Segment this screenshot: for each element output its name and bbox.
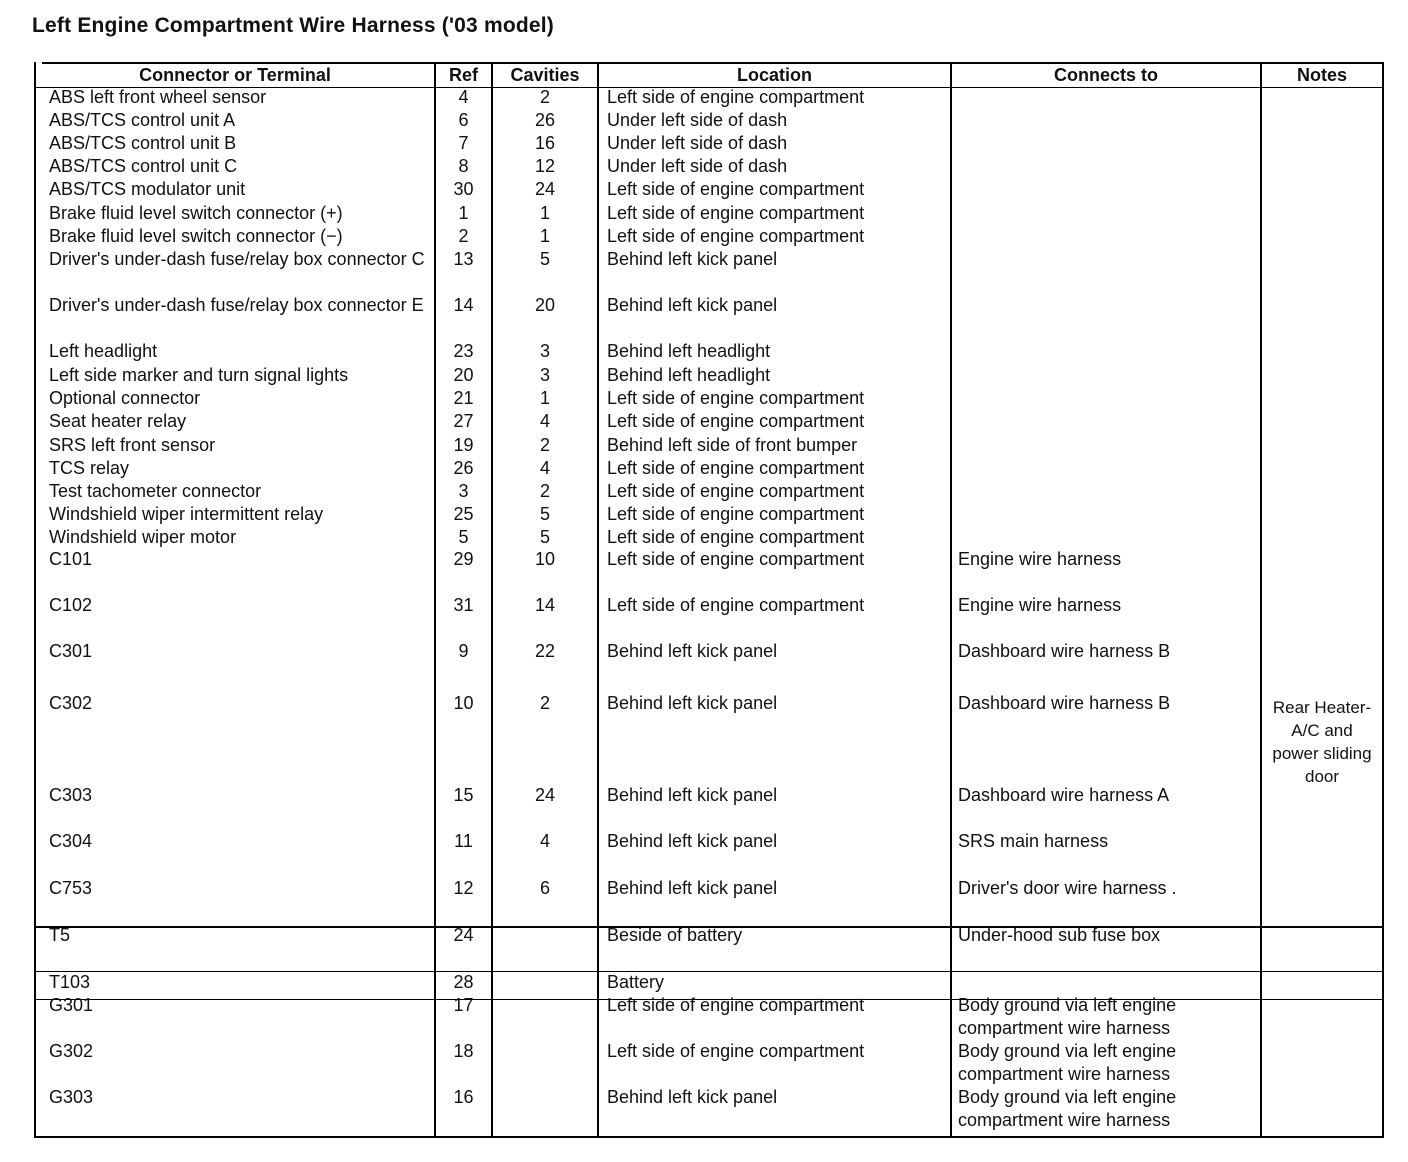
ref-value: 23 — [453, 341, 474, 361]
cavities-value: 4 — [539, 411, 550, 431]
col-divider-connects — [950, 62, 952, 1138]
connector-table — [34, 62, 1384, 1138]
connector-name: T103 — [49, 972, 91, 992]
connector-name: C304 — [49, 831, 93, 851]
cavities-value: 12 — [534, 156, 556, 176]
location-value: Behind left side of front bumper — [607, 435, 858, 455]
cavities-value: 2 — [539, 87, 550, 107]
connector-name: Windshield wiper motor — [49, 527, 237, 547]
connector-name: ABS/TCS control unit B — [49, 133, 237, 153]
ref-value: 11 — [454, 831, 473, 851]
connects-to-value: Engine wire harness — [958, 595, 1122, 615]
location-value: Left side of engine compartment — [607, 458, 865, 478]
cavities-value: 2 — [539, 435, 550, 455]
cavities-value: 4 — [539, 831, 550, 851]
cavities-value: 14 — [534, 595, 556, 615]
location-value: Behind left headlight — [607, 365, 771, 385]
location-value: Behind left kick panel — [607, 295, 778, 315]
connects-to-value: Dashboard wire harness A — [958, 785, 1170, 805]
location-value: Behind left headlight — [607, 341, 771, 361]
connector-name: C753 — [49, 878, 93, 898]
ref-value: 18 — [453, 1041, 474, 1061]
cavities-value: 3 — [539, 365, 550, 385]
cavities-value: 16 — [534, 133, 556, 153]
cavities-value: 24 — [534, 785, 556, 805]
connects-to-value: Engine wire harness — [958, 549, 1122, 569]
ref-value: 17 — [453, 995, 474, 1015]
ref-value: 25 — [453, 504, 474, 524]
connector-name: T5 — [49, 925, 71, 945]
connector-name: G303 — [49, 1087, 94, 1107]
table-border-right — [1382, 62, 1384, 1138]
col-header-location: Location — [737, 65, 812, 85]
connector-name: Brake fluid level switch connector (+) — [49, 203, 343, 223]
location-value: Behind left kick panel — [607, 249, 778, 269]
connects-to-value: Dashboard wire harness B — [958, 641, 1171, 661]
location-value: Left side of engine compartment — [607, 179, 865, 199]
connector-name: Test tachometer connector — [49, 481, 262, 501]
col-divider-notes — [1260, 62, 1262, 1138]
location-value: Left side of engine compartment — [607, 549, 865, 569]
connector-name: Left side marker and turn signal lights — [49, 365, 349, 385]
connector-name: ABS/TCS modulator unit — [49, 179, 246, 199]
connector-name: G301 — [49, 995, 94, 1015]
connects-to-value: SRS main harness — [958, 831, 1109, 851]
location-value: Behind left kick panel — [607, 785, 778, 805]
ref-value: 7 — [458, 133, 469, 153]
connector-name: C303 — [49, 785, 93, 805]
connector-name: C101 — [49, 549, 93, 569]
location-value: Left side of engine compartment — [607, 388, 865, 408]
page-title: Left Engine Compartment Wire Harness ('03 model) — [32, 14, 554, 37]
cavities-value: 6 — [539, 878, 550, 898]
connects-to-value: Dashboard wire harness B — [958, 693, 1171, 713]
location-value: Left side of engine compartment — [607, 1041, 865, 1061]
cavities-value: 5 — [539, 249, 550, 269]
cavities-value: 26 — [534, 110, 556, 130]
cavities-value: 1 — [539, 203, 550, 223]
cavities-value: 1 — [539, 388, 550, 408]
location-value: Behind left kick panel — [607, 878, 778, 898]
connector-name: Driver's under-dash fuse/relay box connector E — [49, 295, 424, 315]
connector-name: Left headlight — [49, 341, 158, 361]
connector-name: C302 — [49, 693, 93, 713]
connector-name: Driver's under-dash fuse/relay box connector C — [49, 249, 425, 269]
location-value: Behind left kick panel — [607, 831, 778, 851]
notes-cell: Rear Heater-A/C and power sliding door — [1272, 698, 1372, 786]
connects-to-value: Body ground via left engine compartment wire harness — [958, 1087, 1177, 1130]
ref-value: 27 — [453, 411, 474, 431]
ref-value: 19 — [453, 435, 474, 455]
connector-name: ABS left front wheel sensor — [49, 87, 267, 107]
location-value: Under left side of dash — [607, 133, 788, 153]
ref-value: 2 — [458, 226, 469, 246]
ref-value: 31 — [453, 595, 474, 615]
col-header-ref: Ref — [448, 65, 478, 85]
location-value: Left side of engine compartment — [607, 203, 865, 223]
location-value: Behind left kick panel — [607, 693, 778, 713]
col-header-notes: Notes — [1296, 65, 1347, 85]
location-value: Left side of engine compartment — [607, 995, 865, 1015]
cavities-value: 1 — [539, 226, 550, 246]
table-border-left — [34, 62, 36, 1138]
cavities-value: 24 — [534, 179, 556, 199]
connector-name: ABS/TCS control unit C — [49, 156, 238, 176]
table-border-bottom — [34, 1136, 1384, 1138]
location-value: Battery — [607, 972, 665, 992]
ref-value: 24 — [453, 925, 474, 945]
cavities-value: 5 — [539, 527, 550, 547]
location-value: Under left side of dash — [607, 110, 788, 130]
connects-to-value: Driver's door wire harness . — [958, 878, 1177, 898]
location-value: Left side of engine compartment — [607, 481, 865, 501]
ref-value: 4 — [458, 87, 469, 107]
col-header-connects-to: Connects to — [1053, 65, 1158, 85]
cavities-value: 22 — [534, 641, 556, 661]
location-value: Left side of engine compartment — [607, 87, 865, 107]
connector-name: C301 — [49, 641, 93, 661]
connector-name: Brake fluid level switch connector (−) — [49, 226, 343, 246]
connector-name: TCS relay — [49, 458, 130, 478]
ref-value: 6 — [458, 110, 469, 130]
location-value: Behind left kick panel — [607, 1087, 778, 1107]
connector-name: ABS/TCS control unit A — [49, 110, 236, 130]
cavities-value: 20 — [534, 295, 556, 315]
connects-to-value: Under-hood sub fuse box — [958, 925, 1161, 945]
connector-name: Optional connector — [49, 388, 201, 408]
ref-value: 1 — [458, 203, 469, 223]
location-value: Beside of battery — [607, 925, 743, 945]
cavities-value: 2 — [539, 693, 550, 713]
ref-value: 28 — [453, 972, 474, 992]
location-value: Left side of engine compartment — [607, 527, 865, 547]
connector-name: Seat heater relay — [49, 411, 187, 431]
ref-value: 12 — [453, 878, 474, 898]
connector-name: G302 — [49, 1041, 94, 1061]
ref-value: 26 — [453, 458, 474, 478]
ref-value: 8 — [458, 156, 469, 176]
ref-value: 13 — [453, 249, 474, 269]
col-header-cavities: Cavities — [510, 65, 580, 85]
col-divider-location — [597, 62, 599, 1138]
cavities-value: 4 — [539, 458, 550, 478]
location-value: Left side of engine compartment — [607, 595, 865, 615]
connector-name: Windshield wiper intermittent relay — [49, 504, 324, 524]
ref-value: 20 — [453, 365, 474, 385]
ref-value: 9 — [458, 641, 469, 661]
connector-name: SRS left front sensor — [49, 435, 216, 455]
connector-name: C102 — [49, 595, 93, 615]
connects-to-value: Body ground via left engine compartment wire harness — [958, 995, 1177, 1038]
cavities-value: 10 — [534, 549, 556, 569]
ref-value: 15 — [453, 785, 474, 805]
ref-value: 29 — [453, 549, 474, 569]
cavities-value: 5 — [539, 504, 550, 524]
location-value: Under left side of dash — [607, 156, 788, 176]
ref-value: 3 — [458, 481, 469, 501]
ref-value: 16 — [453, 1087, 474, 1107]
cavities-value: 3 — [539, 341, 550, 361]
location-value: Behind left kick panel — [607, 641, 778, 661]
col-header-connector: Connector or Terminal — [139, 65, 331, 85]
ref-value: 10 — [453, 693, 474, 713]
location-value: Left side of engine compartment — [607, 226, 865, 246]
ref-value: 21 — [453, 388, 474, 408]
location-value: Left side of engine compartment — [607, 411, 865, 431]
cavities-value: 2 — [539, 481, 550, 501]
ref-value: 30 — [453, 179, 474, 199]
connects-to-value: Body ground via left engine compartment wire harness — [958, 1041, 1177, 1084]
ref-value: 14 — [453, 295, 474, 315]
location-value: Left side of engine compartment — [607, 504, 865, 524]
ref-value: 5 — [458, 527, 469, 547]
